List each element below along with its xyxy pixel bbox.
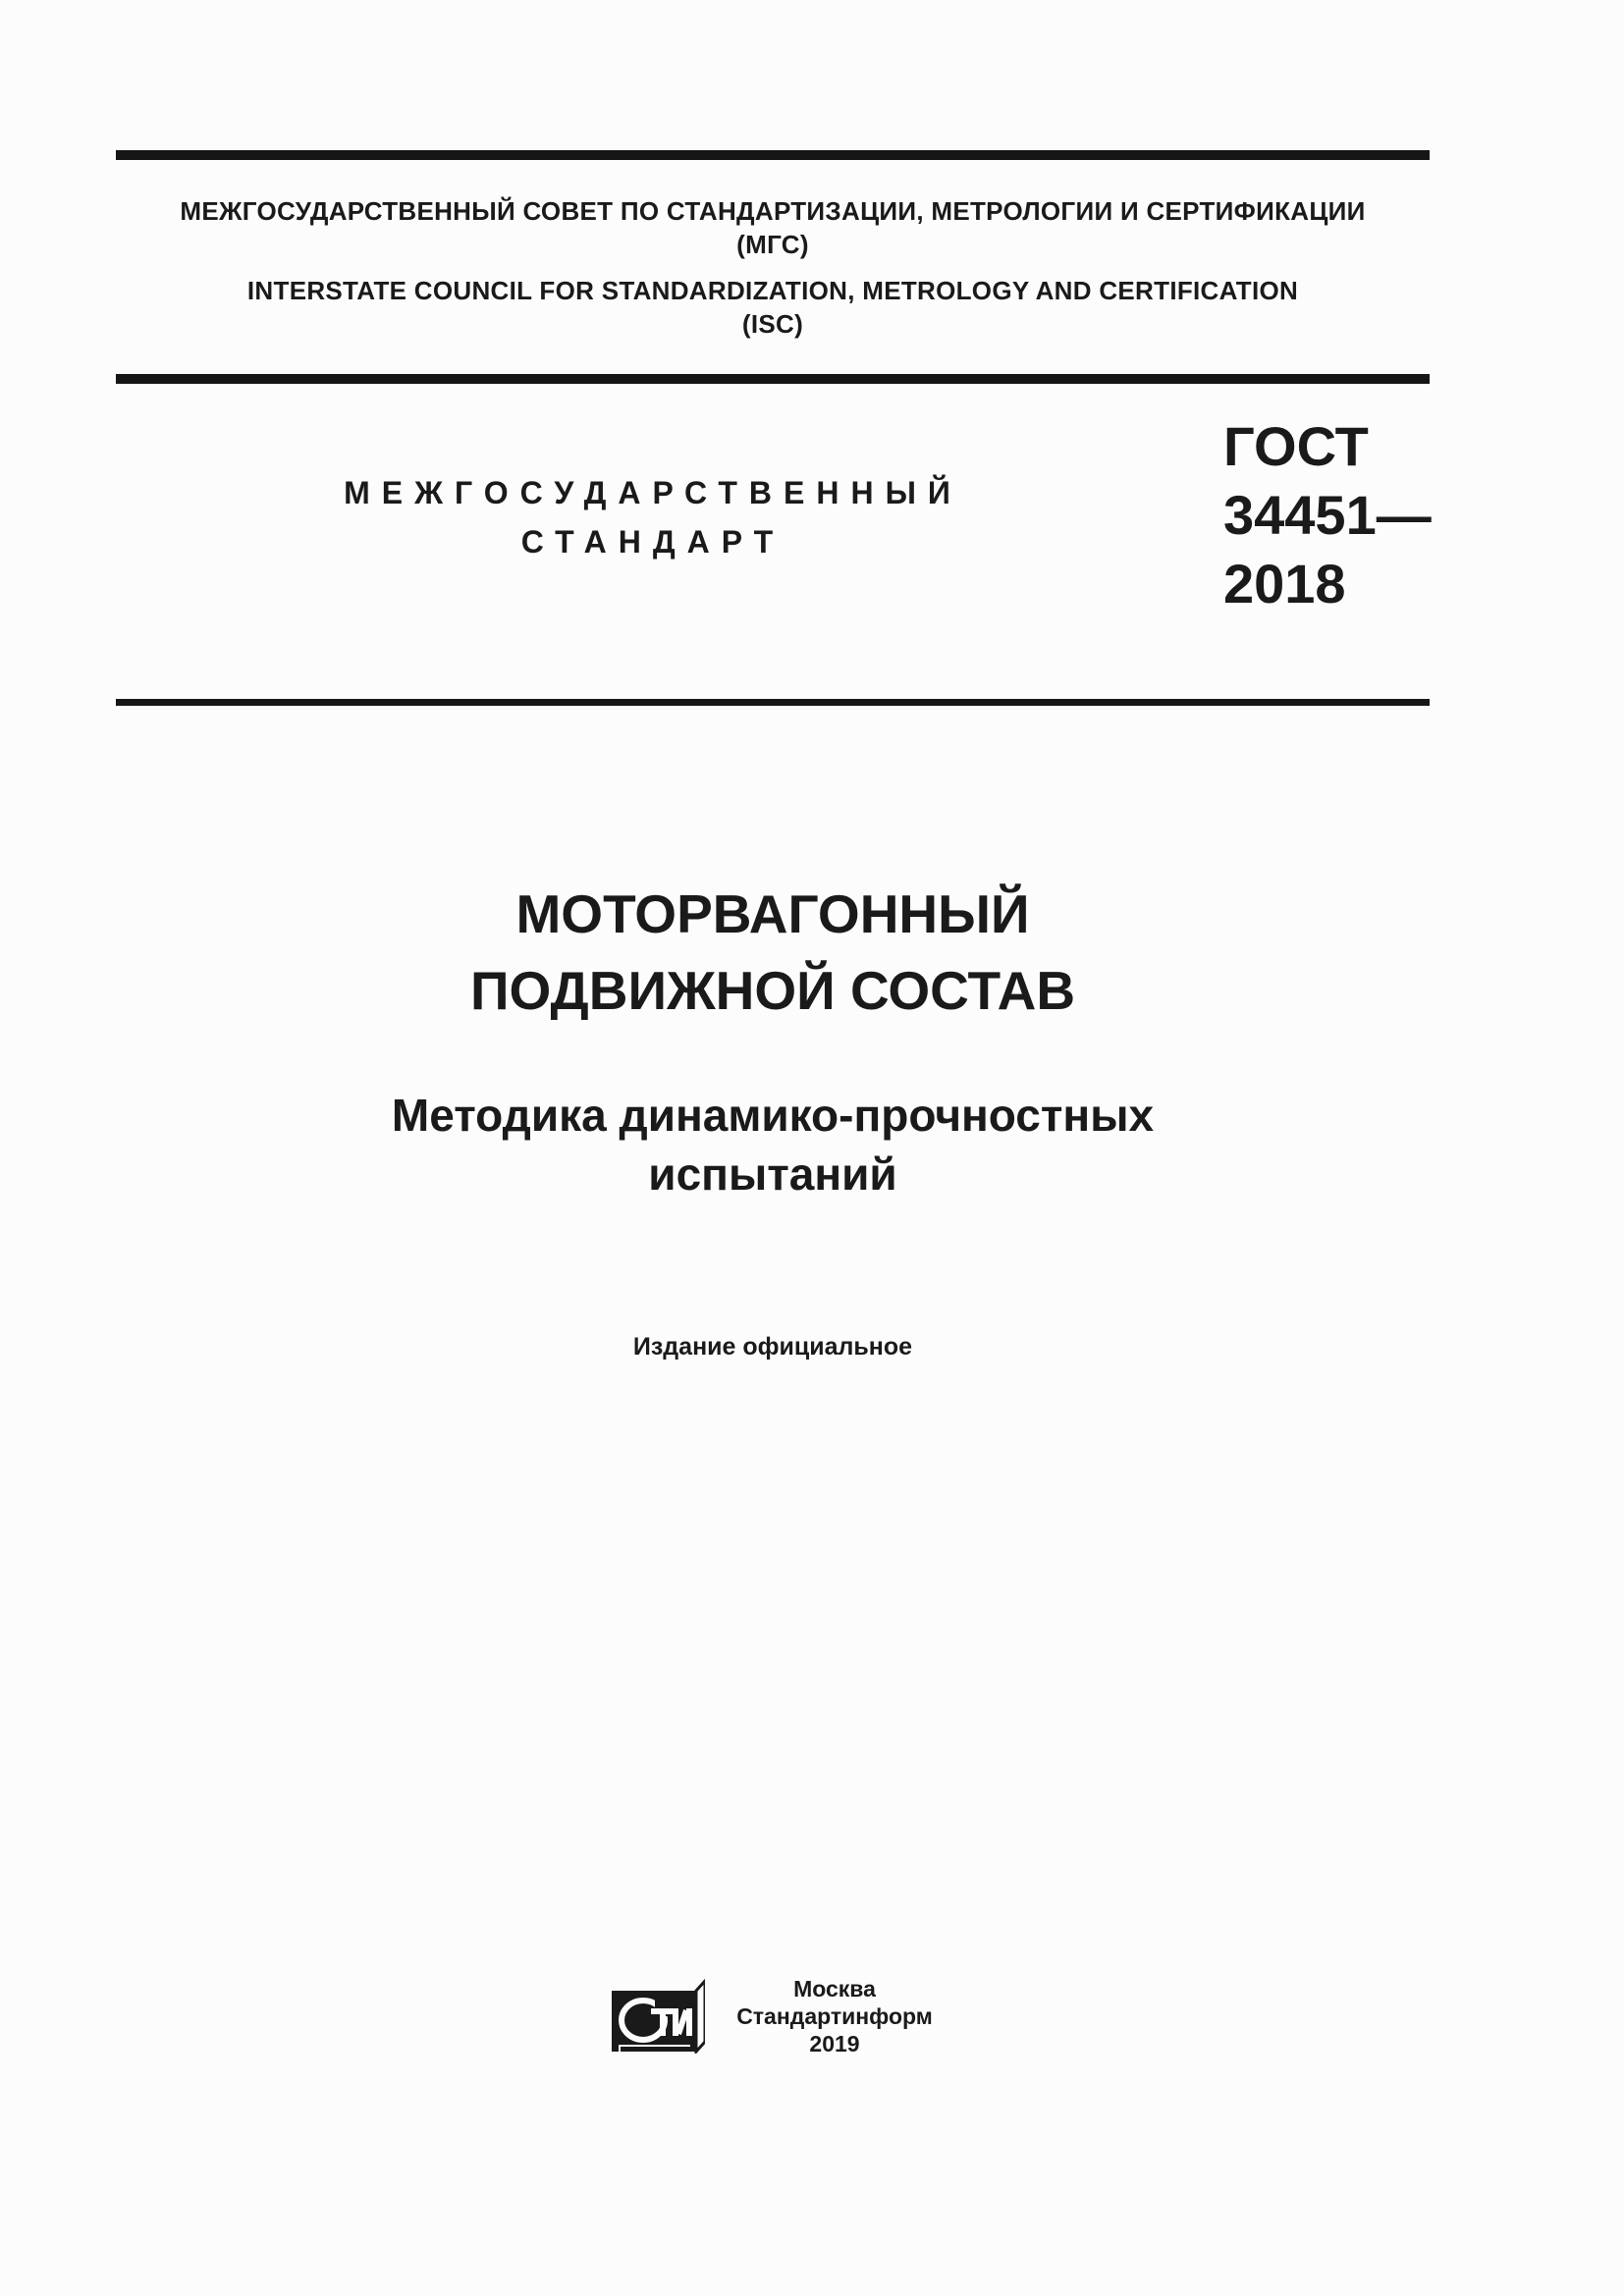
- council-abbr-en: (ISC): [741, 309, 804, 339]
- council-abbr-ru: (МГС): [736, 230, 809, 259]
- standard-type-line2: СТАНДАРТ: [520, 524, 785, 560]
- title-line1: МОТОРВАГОННЫЙ: [515, 883, 1030, 944]
- imprint-year: 2019: [809, 2031, 860, 2056]
- standard-type-line1: МЕЖГОСУДАРСТВЕННЫЙ: [344, 475, 962, 510]
- standard-designation: [1223, 412, 1432, 618]
- imprint-city: Москва: [793, 1976, 876, 2002]
- document-subtitle: [116, 1086, 1430, 1203]
- council-header: [116, 194, 1430, 341]
- subtitle-line2: испытаний: [648, 1148, 897, 1200]
- imprint-publisher: Стандартинформ: [736, 2003, 933, 2029]
- imprint: [727, 1975, 943, 2057]
- standartinform-logo-icon: [612, 1979, 705, 2054]
- header-divider: [116, 374, 1430, 384]
- title-line2: ПОДВИЖНОЙ СОСТАВ: [469, 960, 1076, 1021]
- subtitle-line1: Методика динамико-прочностных: [391, 1090, 1155, 1141]
- council-name-en: INTERSTATE COUNCIL FOR STANDARDIZATION, METROLOGY AND CERTIFICATION: [246, 276, 1299, 305]
- designation-prefix: ГОСТ: [1223, 415, 1369, 477]
- designation-divider: [116, 699, 1430, 706]
- document-title: [116, 876, 1430, 1029]
- edition-label: Издание официальное: [632, 1333, 913, 1361]
- standard-type: [295, 468, 1011, 566]
- council-name-ru: МЕЖГОСУДАРСТВЕННЫЙ СОВЕТ ПО СТАНДАРТИЗАЦИИ, МЕТРОЛОГИИ И СЕРТИФИКАЦИИ: [180, 196, 1366, 226]
- top-divider: [116, 150, 1430, 160]
- designation-year: 2018: [1223, 553, 1346, 614]
- designation-number: 34451—: [1223, 484, 1432, 546]
